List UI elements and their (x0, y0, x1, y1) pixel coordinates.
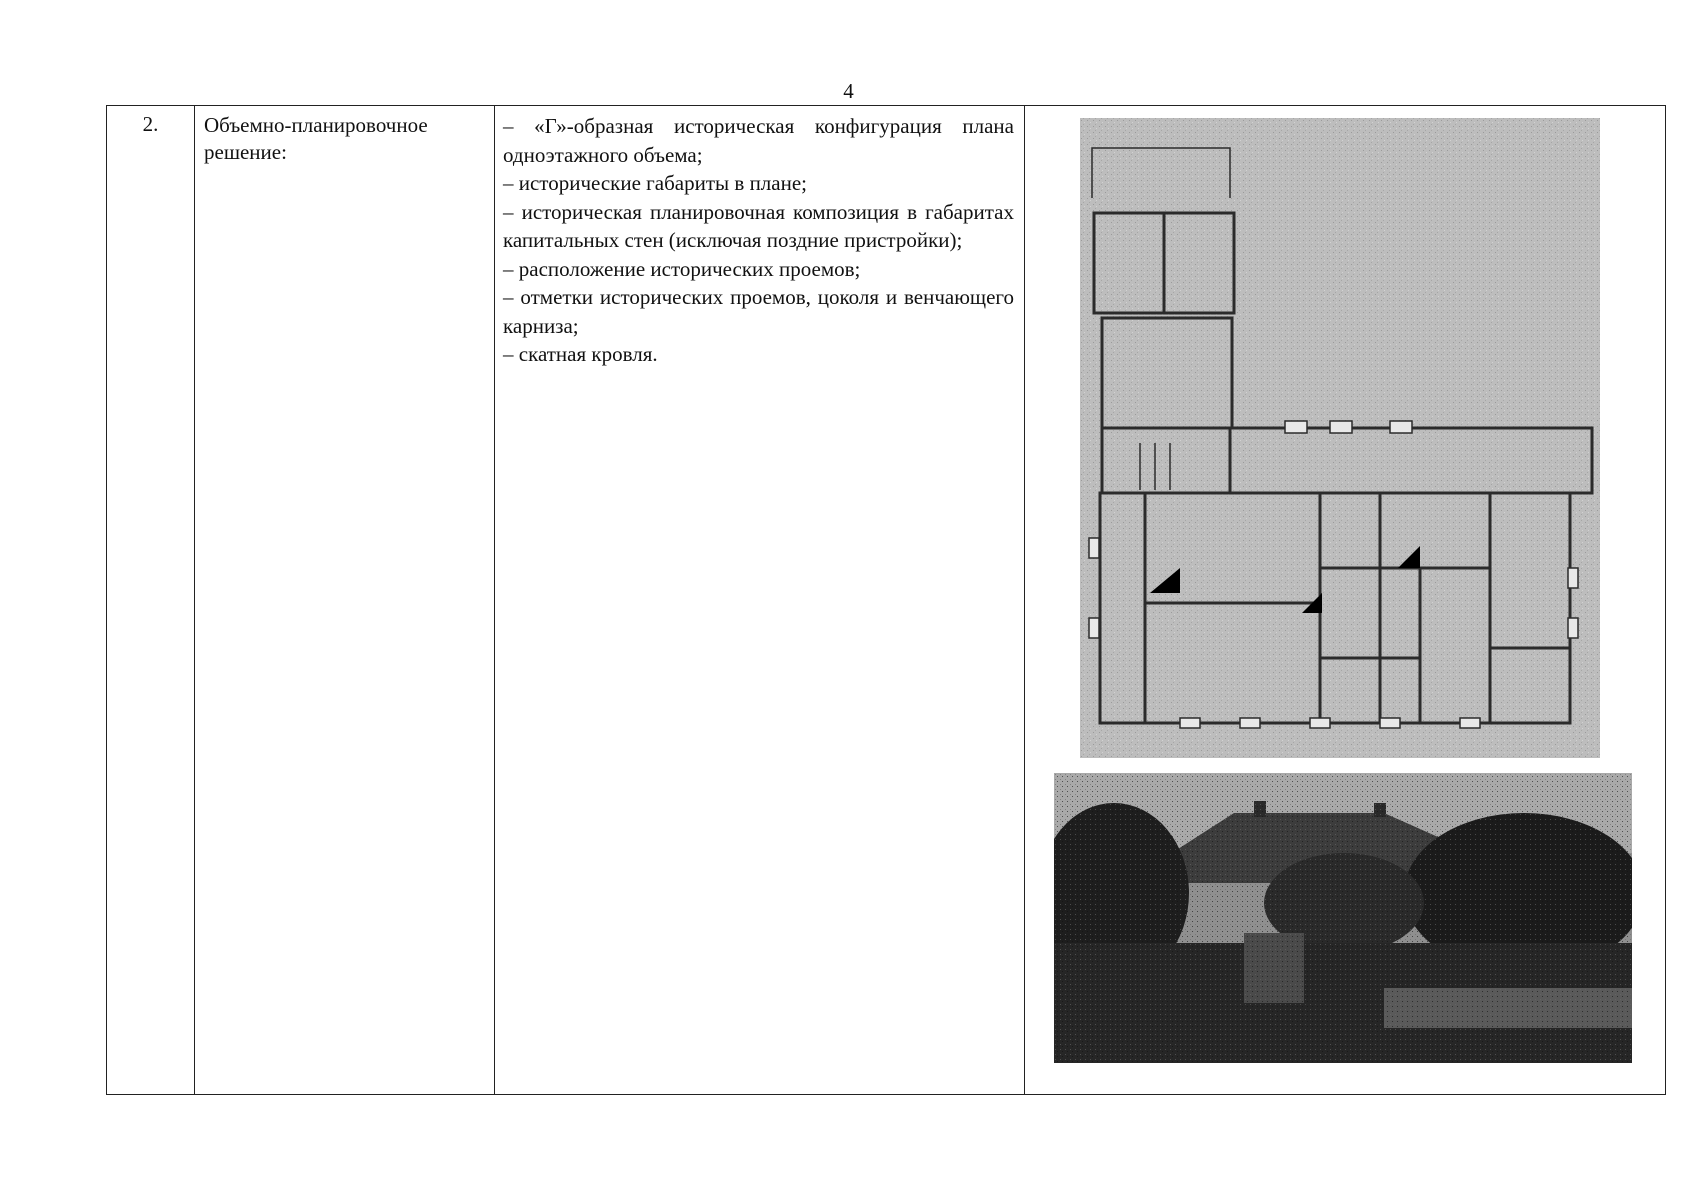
row-number: 2. (142, 112, 159, 136)
protected-features-table (106, 105, 1666, 1095)
row-description (494, 106, 1024, 1094)
description-item: – отметки исторических проемов, цоколя и венчающего карниза; (503, 285, 1014, 338)
description-item: – «Г»-образная историческая конфигурация плана одноэтажного объема; (503, 114, 1014, 167)
building-photo (1054, 773, 1632, 1063)
page-number: 4 (843, 79, 854, 103)
floor-plan-image (1080, 118, 1600, 758)
description-item: – скатная кровля. (503, 342, 658, 366)
description-item: – расположение исторических проемов; (503, 256, 861, 281)
description-item: – исторические габариты в плане; (503, 171, 807, 195)
row-title: Объемно-планировочное решение: (204, 113, 428, 164)
description-item: – историческая планировочная композиция в габаритах капитальных стен (исключая поздние пристройки); (503, 199, 1014, 252)
illustration-cell (1024, 106, 1665, 1094)
